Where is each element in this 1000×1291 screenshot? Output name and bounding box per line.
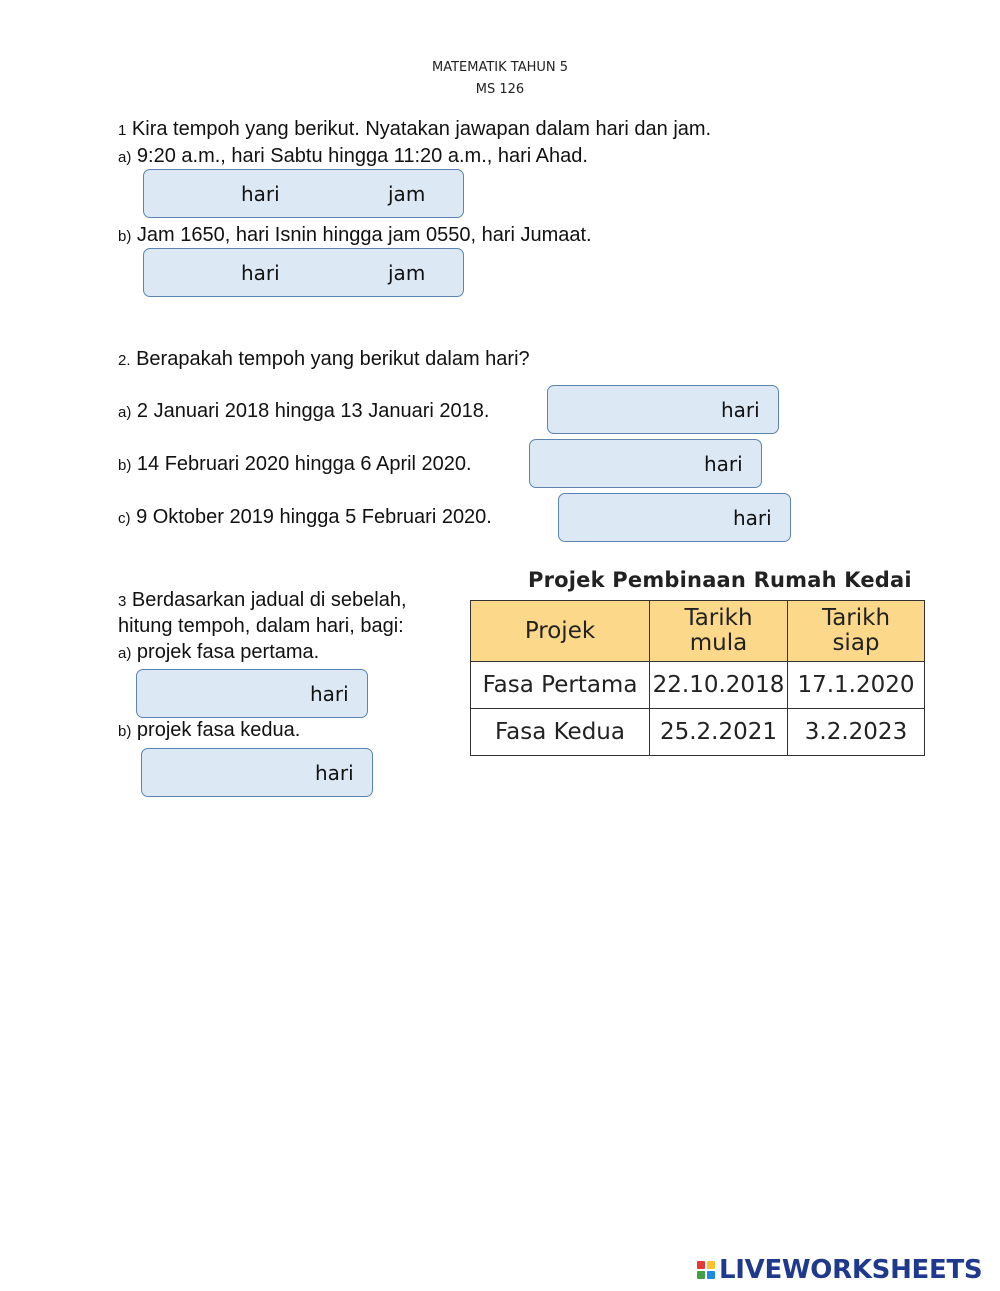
- q1b-label: b): [118, 228, 132, 245]
- q2b-days-unit: hari: [704, 452, 743, 476]
- q2c-label: c): [118, 510, 131, 527]
- q1a-question: [118, 145, 588, 168]
- q2b-text: 14 Februari 2020 hingga 6 April 2020.: [136, 453, 472, 475]
- q2c-text: 9 Oktober 2019 hingga 5 Februari 2020.: [136, 506, 492, 528]
- q1-number: 1: [118, 122, 127, 139]
- q3a-days-unit: hari: [310, 682, 349, 706]
- q1a-hours-unit: jam: [388, 182, 426, 206]
- q1b-days-unit: hari: [241, 261, 280, 285]
- table-header-row: [471, 601, 925, 662]
- q1b-text: Jam 1650, hari Isnin hingga jam 0550, hari Jumaat.: [136, 224, 592, 246]
- table-row: [471, 662, 925, 709]
- q3a-text: projek fasa pertama.: [136, 641, 320, 663]
- q2a-answer-box[interactable]: [547, 385, 779, 434]
- q1-question: [118, 118, 711, 141]
- q1-text: Kira tempoh yang berikut. Nyatakan jawapan dalam hari dan jam.: [131, 118, 712, 140]
- header-tarikh-siap-line2: siap: [832, 630, 880, 656]
- q2a-label: a): [118, 404, 132, 421]
- table-title: Projek Pembinaan Rumah Kedai: [528, 568, 912, 592]
- q2a-days-unit: hari: [721, 398, 760, 422]
- q3b-label: b): [118, 723, 132, 740]
- q1a-label: a): [118, 149, 132, 166]
- cell-project: Fasa Kedua: [471, 709, 650, 756]
- q3-number: 3: [118, 593, 127, 610]
- q2b-label: b): [118, 457, 132, 474]
- cell-end-date: 3.2.2023: [788, 709, 925, 756]
- q3b-text: projek fasa kedua.: [136, 719, 301, 741]
- header-tarikh-mula-line1: Tarikh: [684, 605, 753, 631]
- header-tarikh-siap-line1: Tarikh: [821, 605, 891, 631]
- q2b-question: [118, 453, 472, 476]
- q2a-question: [118, 400, 489, 423]
- q3a-question: [118, 641, 319, 664]
- header-projek: [471, 601, 650, 662]
- q2b-answer-box[interactable]: [529, 439, 762, 488]
- logo-text: LIVEWORKSHEETS: [719, 1255, 983, 1285]
- q3a-answer-box[interactable]: [136, 669, 368, 718]
- liveworksheets-logo[interactable]: [697, 1254, 982, 1286]
- q3-question: [118, 589, 407, 612]
- q3b-days-unit: hari: [315, 761, 354, 785]
- header-tarikh-mula-line2: mula: [689, 630, 748, 656]
- q3-line1: Berdasarkan jadual di sebelah,: [131, 589, 407, 611]
- q3-line2: hitung tempoh, dalam hari, bagi:: [118, 615, 404, 637]
- cell-start-date: 25.2.2021: [650, 709, 788, 756]
- header-projek-text: Projek: [524, 617, 596, 644]
- header-title: MATEMATIK TAHUN 5: [431, 60, 569, 75]
- q1b-hours-unit: jam: [388, 261, 426, 285]
- q3a-label: a): [118, 645, 132, 662]
- q1a-answer-box[interactable]: [143, 169, 464, 218]
- q2-number: 2.: [118, 352, 131, 369]
- header-tarikh-mula: [650, 601, 788, 662]
- header-tarikh-siap: [788, 601, 925, 662]
- header-page: MS 126: [475, 82, 525, 97]
- q2a-text: 2 Januari 2018 hingga 13 Januari 2018.: [136, 400, 490, 422]
- liveworksheets-logo-icon: [697, 1261, 715, 1279]
- q1b-answer-box[interactable]: [143, 248, 464, 297]
- q2c-answer-box[interactable]: [558, 493, 791, 542]
- q1a-text: 9:20 a.m., hari Sabtu hingga 11:20 a.m., hari Ahad.: [136, 145, 588, 167]
- q1b-question: [118, 224, 592, 247]
- cell-project: Fasa Pertama: [471, 662, 650, 709]
- q2-question: [118, 348, 530, 371]
- cell-end-date: 17.1.2020: [788, 662, 925, 709]
- q1a-days-unit: hari: [241, 182, 280, 206]
- q2c-days-unit: hari: [733, 506, 772, 530]
- project-schedule-table: [470, 600, 925, 756]
- q3b-answer-box[interactable]: [141, 748, 373, 797]
- q2-text: Berapakah tempoh yang berikut dalam hari?: [136, 348, 530, 370]
- q3b-question: [118, 719, 300, 742]
- q2c-question: [118, 506, 492, 529]
- table-row: [471, 709, 925, 756]
- cell-start-date: 22.10.2018: [650, 662, 788, 709]
